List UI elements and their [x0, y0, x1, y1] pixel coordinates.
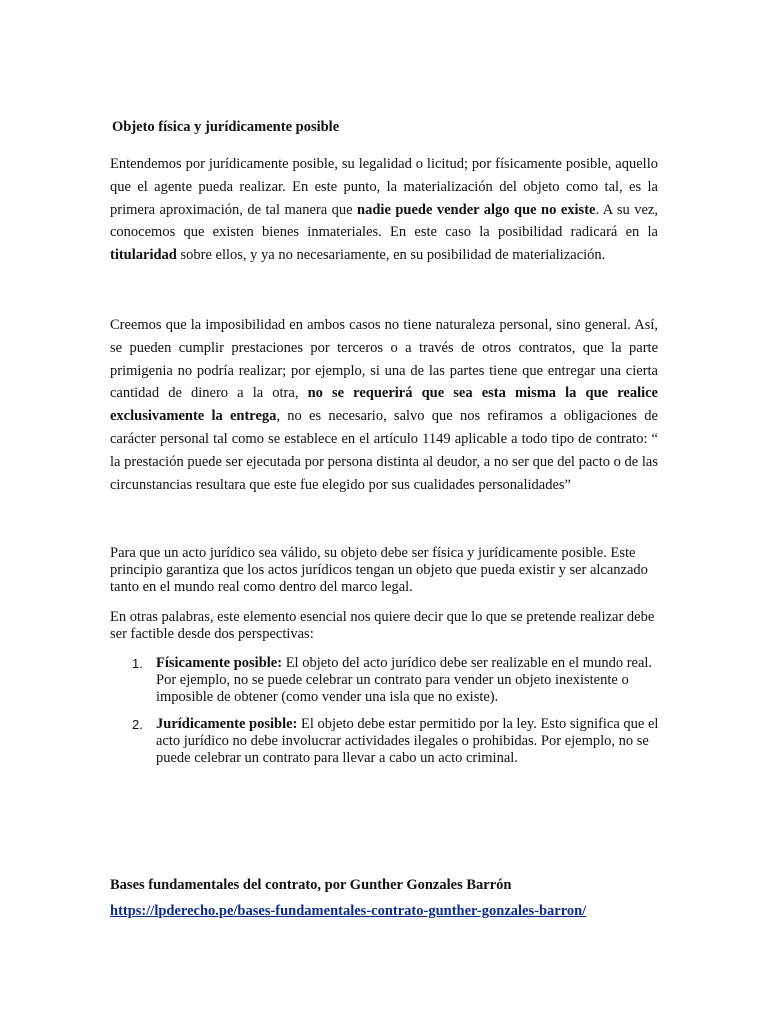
- perspectives-list: [110, 655, 670, 777]
- list-item: [110, 655, 670, 706]
- list-text: El objeto del acto jurídico debe ser realizable en el mundo real. Por ejemplo, no se puede celebrar un contrato para vender un objeto inexistente o imposible de obtener (como vender una isla que no existe).: [156, 655, 653, 705]
- paragraph-text: Entendemos por jurídicamente posible, su legalidad o licitud; por físicamente posible, aquello que el agente pueda realizar. En este punto, la materialización del objeto como tal, es la primera aproximación, de tal manera que: [110, 156, 658, 218]
- paragraph-text: sobre ellos, y ya no necesariamente, en su posibilidad de materialización.: [176, 247, 606, 264]
- list-term: Físicamente posible:: [156, 655, 283, 671]
- paragraph-validity: Para que un acto jurídico sea válido, su objeto debe ser física y jurídicamente posible. Este principio garantiza que los actos jurídicos tengan un objeto que pueda existir y ser alcanzado tanto en el mundo real como dentro del marco legal.: [110, 545, 648, 595]
- paragraph-impossibility: [110, 314, 658, 496]
- paragraph-text: Creemos que la imposibilidad en ambos casos no tiene naturaleza personal, sino general. Así, se pueden cumplir prestaciones por terceros o a través de otros contratos, que la parte primigenia no podría realizar; por ejemplo, si una de las partes tiene que entregar una cierta cantidad de dinero a la otra,: [110, 317, 658, 402]
- section-heading: Objeto física y jurídicamente posible: [112, 119, 340, 135]
- paragraph-legal-physical-possibility: [110, 153, 658, 267]
- paragraph-perspectives-intro: En otras palabras, este elemento esencial nos quiere decir que lo que se pretende realizar debe ser factible desde dos perspectivas:: [110, 609, 655, 642]
- source-link[interactable]: https://lpderecho.pe/bases-fundamentales-contrato-gunther-gonzales-barron/: [110, 903, 587, 919]
- list-item: [110, 716, 670, 767]
- paragraph-text: . A su vez, conocemos que existen bienes inmateriales. En este caso la posibilidad radicará en la: [110, 201, 658, 241]
- list-text: El objeto debe estar permitido por la ley. Esto significa que el acto jurídico no debe involucrar actividades ilegales o prohibidas. Por ejemplo, no se puede celebrar un contrato para llevar a cabo un acto criminal.: [156, 716, 659, 766]
- list-number: 2.: [132, 717, 143, 732]
- bold-phrase: no se requerirá que sea esta misma la que realice exclusivamente la entrega: [110, 385, 658, 425]
- bold-phrase: titularidad: [110, 247, 177, 264]
- source-citation: Bases fundamentales del contrato, por Gunther Gonzales Barrón: [110, 877, 512, 893]
- bold-phrase: nadie puede vender algo que no existe: [357, 201, 596, 218]
- list-term: Jurídicamente posible:: [156, 716, 298, 732]
- list-number: 1.: [132, 656, 143, 671]
- paragraph-text: , no es necesario, salvo que nos refiramos a obligaciones de carácter personal tal como se establece en el artículo 1149 aplicable a todo tipo de contrato: “ la prestación puede ser ejecutada por persona distinta al deudor, a no ser que del pacto o de las circunstancias resultara que este fue elegido por sus cualidades personalidades”: [110, 408, 658, 493]
